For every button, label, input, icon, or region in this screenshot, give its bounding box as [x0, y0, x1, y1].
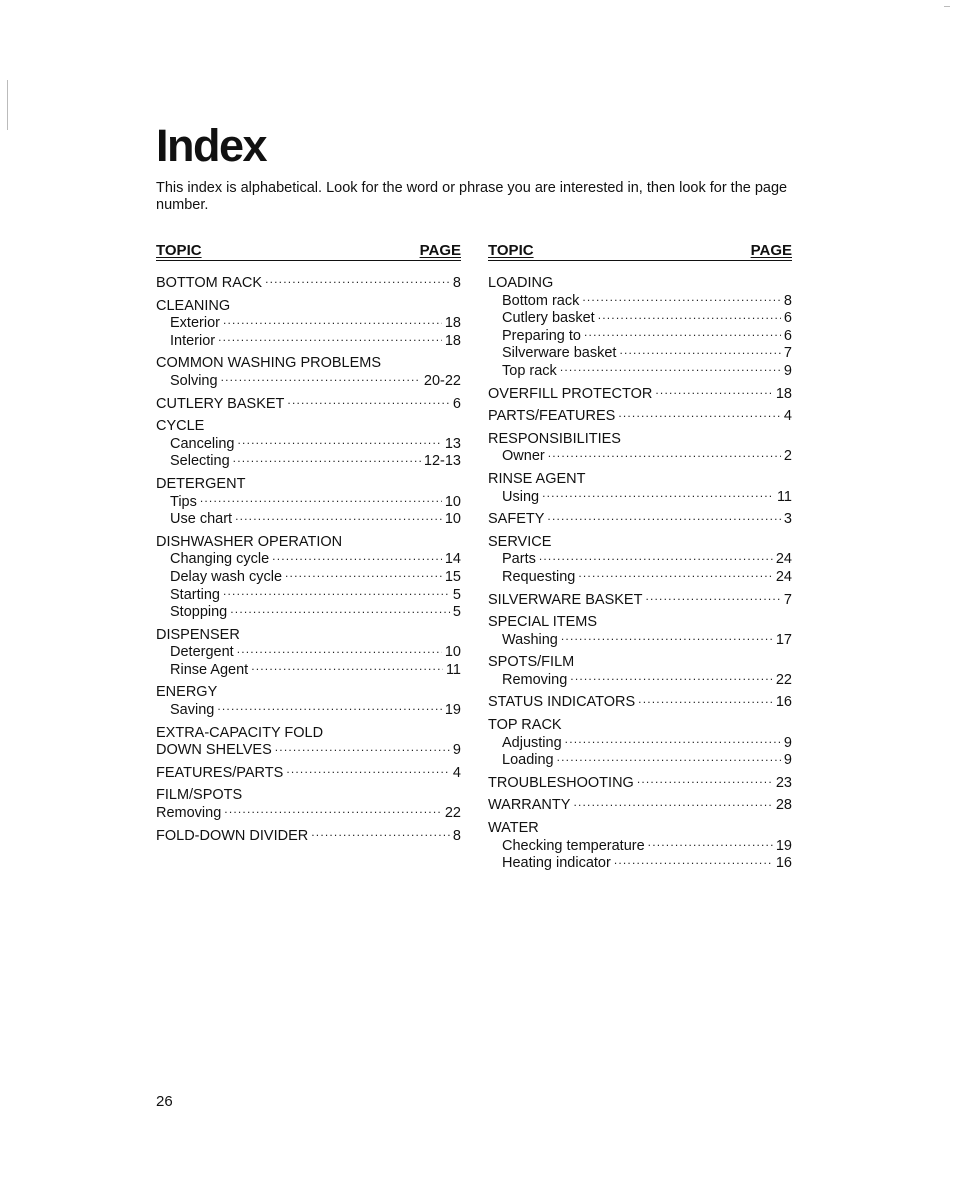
index-subtopic: Starting [170, 586, 220, 603]
dot-leader [565, 735, 781, 747]
index-subentry [488, 569, 792, 587]
index-heading [156, 627, 461, 645]
index-topic: SERVICE [488, 533, 552, 550]
topic-header: TOPIC [156, 242, 202, 259]
index-subtopic: Preparing to [502, 327, 581, 344]
index-subentry [156, 333, 461, 351]
index-topic: SPOTS/FILM [488, 654, 575, 671]
index-entry [488, 614, 792, 649]
index-page-ref: 23 [775, 774, 792, 791]
index-subtopic: Interior [170, 332, 216, 349]
index-subentry [488, 752, 792, 770]
index-subtopic: Checking temperature [502, 837, 645, 854]
index-subentry [488, 448, 792, 466]
index-page-ref: 4 [783, 408, 792, 425]
dot-leader [648, 838, 773, 850]
index-page-ref: 3 [783, 511, 792, 528]
index-page-ref: 18 [444, 315, 461, 332]
page-header: PAGE [750, 242, 792, 259]
index-topic: CYCLE [156, 418, 205, 435]
index-entry [488, 592, 792, 610]
index-page-ref: 17 [775, 631, 792, 648]
index-heading [156, 828, 461, 846]
dot-leader [287, 396, 450, 408]
index-topic: SPECIAL ITEMS [488, 614, 598, 631]
index-topic: RESPONSIBILITIES [488, 430, 621, 447]
index-heading [488, 717, 792, 735]
index-subentry [488, 328, 792, 346]
dot-leader [230, 604, 450, 616]
index-entry [156, 627, 461, 680]
index-subtopic: Removing [156, 805, 222, 822]
dot-leader [638, 694, 773, 706]
dot-leader [598, 310, 781, 322]
index-topic: DISHWASHER OPERATION [156, 533, 343, 550]
index-subentry [156, 662, 461, 680]
index-subentry [488, 363, 792, 381]
index-subtopic: Changing cycle [170, 551, 270, 568]
index-subentry [488, 489, 792, 507]
index-heading [488, 614, 792, 632]
index-entry [156, 476, 461, 529]
index-heading [488, 775, 792, 793]
index-subentry [156, 494, 461, 512]
index-heading [488, 654, 792, 672]
index-topic: FOLD-DOWN DIVIDER [156, 827, 309, 844]
index-topic: OVERFILL PROTECTOR [488, 385, 653, 402]
index-entry [156, 534, 461, 622]
index-subtopic: Parts [502, 551, 536, 568]
index-page-ref: 7 [783, 345, 792, 362]
index-heading [488, 694, 792, 712]
dot-leader [582, 293, 781, 305]
dot-leader [272, 551, 442, 563]
index-heading [156, 418, 461, 436]
index-subtopic: Exterior [170, 315, 220, 332]
index-subentry [488, 293, 792, 311]
index-subentry [488, 735, 792, 753]
index-topic: PARTS/FEATURES [488, 408, 616, 425]
dot-leader [542, 489, 774, 501]
index-entry [488, 408, 792, 426]
index-page-ref: 28 [775, 797, 792, 814]
index-topic: EXTRA-CAPACITY FOLD [156, 724, 324, 741]
scan-mark [7, 80, 8, 130]
index-topic: WATER [488, 820, 539, 837]
dot-leader [275, 742, 450, 754]
index-page-ref: 7 [783, 591, 792, 608]
index-topic: BOTTOM RACK [156, 275, 263, 291]
dot-leader [548, 448, 781, 460]
index-page-ref: 13 [444, 435, 461, 452]
index-page-ref: 11 [776, 488, 792, 505]
index-page-ref: 24 [775, 551, 792, 568]
index-page-ref: 9 [783, 734, 792, 751]
index-page-ref: 16 [775, 694, 792, 711]
index-entry [156, 765, 461, 783]
index-heading [488, 275, 792, 293]
index-heading [156, 476, 461, 494]
dot-leader [561, 632, 773, 644]
index-subentry [156, 702, 461, 720]
index-entry [156, 275, 461, 293]
dot-leader [539, 551, 773, 563]
index-subtopic: Requesting [502, 568, 576, 585]
index-entry [156, 298, 461, 351]
index-topic: FILM/SPOTS [156, 787, 243, 804]
index-subentry [156, 373, 461, 391]
index-subentry [156, 551, 461, 569]
dot-leader [251, 662, 443, 674]
index-topic: TROUBLESHOOTING [488, 774, 634, 791]
index-heading [488, 511, 792, 529]
page-header: PAGE [419, 242, 461, 259]
index-page-ref: 6 [783, 310, 792, 327]
index-heading [156, 534, 461, 552]
index-subtopic: Delay wash cycle [170, 568, 283, 585]
index-entry [488, 775, 792, 793]
index-subtopic: Removing [502, 671, 568, 688]
index-page-ref: 10 [444, 511, 461, 528]
index-heading [488, 592, 792, 610]
index-subentry [156, 511, 461, 529]
dot-leader [223, 315, 442, 327]
index-subtopic: Bottom rack [502, 292, 580, 309]
index-subentry [156, 805, 461, 823]
dot-leader [217, 702, 442, 714]
index-entry [156, 684, 461, 719]
index-entries [488, 275, 792, 873]
index-subentry [488, 672, 792, 690]
index-subtopic: Selecting [170, 453, 230, 470]
index-subentry [156, 644, 461, 662]
index-entry [488, 471, 792, 506]
index-entry [156, 418, 461, 471]
index-topic: RINSE AGENT [488, 470, 586, 487]
index-topic: COMMON WASHING PROBLEMS [156, 355, 382, 372]
dot-leader [560, 363, 781, 375]
dot-leader [223, 587, 450, 599]
index-heading [488, 408, 792, 426]
index-subtopic: Top rack [502, 362, 557, 379]
index-subtopic: Solving [170, 372, 218, 389]
index-heading [156, 787, 461, 805]
index-column-left [156, 242, 461, 850]
index-entry [488, 654, 792, 689]
index-subentry [156, 315, 461, 333]
index-heading [488, 820, 792, 838]
index-topic: SILVERWARE BASKET [488, 591, 643, 608]
index-heading [156, 298, 461, 316]
index-subentry [488, 551, 792, 569]
index-subtopic: DOWN SHELVES [156, 742, 272, 759]
dot-leader [645, 592, 780, 604]
dot-leader [619, 345, 780, 357]
index-topic: STATUS INDICATORS [488, 694, 636, 711]
index-page-ref: 8 [783, 292, 792, 309]
index-heading [156, 684, 461, 702]
index-heading [156, 765, 461, 783]
dot-leader [547, 511, 781, 523]
dot-leader [237, 644, 442, 656]
index-page-ref: 2 [783, 448, 792, 465]
index-subtopic: Washing [502, 631, 558, 648]
scan-mark [944, 6, 950, 7]
index-heading [156, 275, 461, 293]
column-header [488, 242, 792, 261]
index-topic: ENERGY [156, 684, 218, 701]
index-entry [488, 820, 792, 873]
index-page-ref: 5 [452, 586, 461, 603]
index-subentry [156, 604, 461, 622]
index-page-ref: 18 [444, 332, 461, 349]
index-subentry [488, 310, 792, 328]
index-subentry [488, 855, 792, 873]
index-subtopic: Saving [170, 702, 215, 719]
index-subentry [488, 838, 792, 856]
dot-leader [286, 765, 450, 777]
index-entry [488, 386, 792, 404]
index-heading [488, 797, 792, 815]
index-entry [488, 511, 792, 529]
index-entry [156, 355, 461, 390]
index-subentry [488, 345, 792, 363]
index-entries [156, 275, 461, 845]
dot-leader [573, 797, 772, 809]
index-page-ref: 22 [775, 671, 792, 688]
page-title: Index [156, 120, 267, 171]
index-subentry [156, 453, 461, 471]
index-subtopic: Using [502, 488, 540, 505]
index-entry [156, 828, 461, 846]
index-topic: SAFETY [488, 511, 545, 528]
dot-leader [224, 805, 442, 817]
index-entry [156, 787, 461, 822]
index-entry [156, 725, 461, 760]
index-subentry [156, 587, 461, 605]
dot-leader [221, 373, 421, 385]
index-heading [488, 431, 792, 449]
index-page-ref: 24 [775, 568, 792, 585]
dot-leader [265, 275, 450, 287]
column-header [156, 242, 461, 261]
index-heading [488, 471, 792, 489]
index-page-ref: 9 [783, 362, 792, 379]
index-subtopic: Cutlery basket [502, 310, 595, 327]
dot-leader [235, 511, 442, 523]
index-subentry [488, 632, 792, 650]
dot-leader [557, 752, 781, 764]
dot-leader [584, 328, 781, 340]
index-topic: FEATURES/PARTS [156, 764, 284, 781]
index-page-ref: 8 [452, 275, 461, 291]
dot-leader [218, 333, 442, 345]
dot-leader [614, 855, 773, 867]
index-topic: DISPENSER [156, 626, 240, 643]
index-page-ref: 19 [775, 837, 792, 854]
index-subtopic: Heating indicator [502, 855, 611, 872]
index-page-ref: 20-22 [423, 372, 461, 389]
index-subtopic: Canceling [170, 435, 235, 452]
index-page-ref: 5 [452, 604, 461, 621]
dot-leader [637, 775, 773, 787]
index-topic: CUTLERY BASKET [156, 395, 285, 412]
index-heading [156, 725, 461, 743]
index-subtopic: Rinse Agent [170, 661, 249, 678]
topic-header: TOPIC [488, 242, 534, 259]
index-page-ref: 9 [783, 752, 792, 769]
dot-leader [578, 569, 773, 581]
index-entry [156, 396, 461, 414]
index-subtopic: Tips [170, 493, 197, 510]
index-topic: TOP RACK [488, 717, 562, 734]
index-entry [488, 275, 792, 381]
index-heading [156, 396, 461, 414]
index-subtopic: Detergent [170, 644, 234, 661]
index-subentry [156, 569, 461, 587]
index-column-right [488, 242, 792, 878]
index-subtopic: Silverware basket [502, 345, 617, 362]
dot-leader [570, 672, 773, 684]
index-entry [488, 431, 792, 466]
index-subentry [156, 436, 461, 454]
index-page-ref: 22 [444, 805, 461, 822]
index-page-ref: 6 [783, 327, 792, 344]
index-entry [488, 717, 792, 770]
index-topic: LOADING [488, 275, 554, 291]
index-heading [488, 534, 792, 552]
dot-leader [233, 453, 421, 465]
index-page-ref: 4 [452, 764, 461, 781]
index-heading [488, 386, 792, 404]
index-page-ref: 19 [444, 702, 461, 719]
index-subentry [156, 742, 461, 760]
dot-leader [200, 494, 442, 506]
index-page-ref: 10 [444, 644, 461, 661]
dot-leader [618, 408, 781, 420]
index-page-ref: 6 [452, 395, 461, 412]
index-intro: This index is alphabetical. Look for the word or phrase you are interested in, then look for the page number. [156, 180, 788, 213]
index-page-ref: 9 [452, 742, 461, 759]
index-page-ref: 15 [444, 568, 461, 585]
index-entry [488, 534, 792, 587]
index-subtopic: Loading [502, 752, 554, 769]
index-page-ref: 18 [775, 385, 792, 402]
index-topic: DETERGENT [156, 475, 246, 492]
index-page-ref: 8 [452, 827, 461, 844]
index-heading [156, 355, 461, 373]
index-subtopic: Adjusting [502, 734, 562, 751]
index-topic: WARRANTY [488, 797, 571, 814]
index-page-ref: 11 [445, 661, 461, 678]
index-page-ref: 10 [444, 493, 461, 510]
dot-leader [238, 436, 442, 448]
index-page-ref: 16 [775, 855, 792, 872]
index-subtopic: Stopping [170, 604, 228, 621]
index-page-ref: 12-13 [423, 453, 461, 470]
index-page-ref: 14 [444, 551, 461, 568]
index-subtopic: Owner [502, 448, 545, 465]
index-entry [488, 797, 792, 815]
dot-leader [311, 828, 450, 840]
index-subtopic: Use chart [170, 511, 233, 528]
index-topic: CLEANING [156, 297, 231, 314]
page-number: 26 [156, 1093, 173, 1110]
dot-leader [655, 386, 772, 398]
dot-leader [285, 569, 442, 581]
index-entry [488, 694, 792, 712]
